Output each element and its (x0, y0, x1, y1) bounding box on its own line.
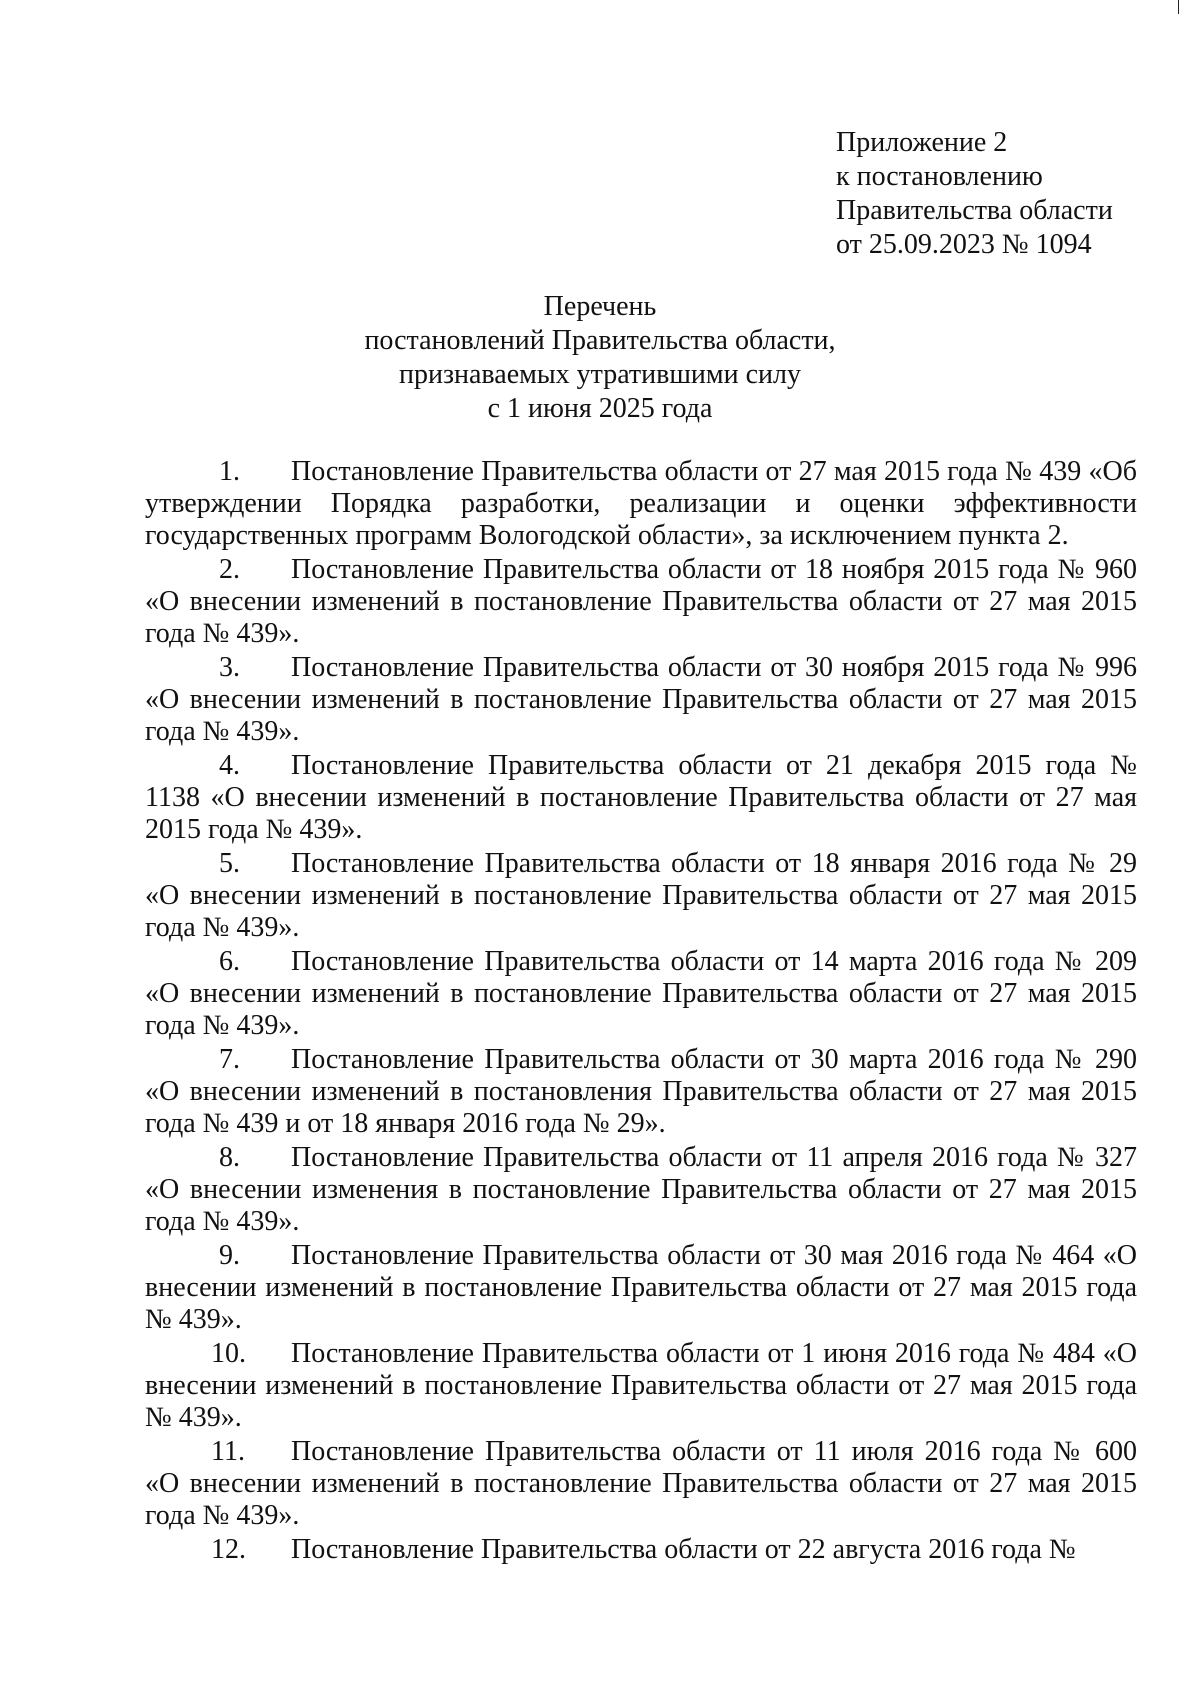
scan-mark-top-right (1178, 0, 1179, 14)
list-item (145, 750, 1137, 846)
item-text: Постановление Правительства области от 30 мая 2016 года № 464 «О внесении изменений в постановление Правительства области от 27 мая 2015 года № 439». (145, 1240, 1137, 1335)
list-item (145, 1044, 1137, 1140)
item-text: Постановление Правительства области от 30 марта 2016 года № 290 «О внесении изменений в постановления Правительства области от 27 мая 2015 года № 439 и от 18 января 2016 года № 29». (145, 1044, 1137, 1139)
resolutions-list (145, 456, 1137, 1568)
list-item (145, 1436, 1137, 1532)
appendix-block (836, 126, 1113, 262)
heading-subtitle-3: с 1 июня 2025 года (487, 393, 713, 424)
list-item (145, 1534, 1137, 1566)
list-item (145, 456, 1137, 552)
item-text: Постановление Правительства области от 14 марта 2016 года № 209 «О внесении изменений в постановление Правительства области от 27 мая 2015 года № 439». (145, 946, 1137, 1041)
heading-subtitle-1: постановлений Правительства области, (364, 325, 836, 356)
item-number: 7. (219, 1044, 240, 1075)
item-number: 12. (211, 1534, 246, 1565)
item-text: Постановление Правительства области от 21 декабря 2015 года № 1138 «О внесении изменений в постановление Правительства области от 27 мая 2015 года № 439». (145, 750, 1137, 845)
item-text: Постановление Правительства области от 11 июля 2016 года № 600 «О внесении изменений в постановление Правительства области от 27 мая 2015 года № 439». (145, 1436, 1137, 1531)
item-number: 8. (219, 1142, 240, 1173)
item-number: 11. (211, 1436, 245, 1467)
item-text: Постановление Правительства области от 1 июня 2016 года № 484 «О внесении изменений в постановление Правительства области от 27 мая 2015 года № 439». (145, 1338, 1137, 1433)
item-text: Постановление Правительства области от 22 августа 2016 года № (291, 1534, 1076, 1565)
list-item (145, 1142, 1137, 1238)
list-item (145, 554, 1137, 650)
item-number: 6. (219, 946, 240, 977)
item-text: Постановление Правительства области от 18 января 2016 года № 29 «О внесении изменений в постановление Правительства области от 27 мая 2015 года № 439». (145, 848, 1137, 943)
item-number: 4. (219, 750, 240, 781)
item-number: 3. (219, 652, 240, 683)
list-item (145, 848, 1137, 944)
document-heading (0, 290, 1200, 426)
list-item (145, 1240, 1137, 1336)
list-item (145, 652, 1137, 748)
item-number: 1. (219, 456, 240, 487)
item-text: Постановление Правительства области от 18 ноября 2015 года № 960 «О внесении изменений в постановление Правительства области от 27 мая 2015 года № 439». (145, 554, 1137, 649)
item-number: 9. (219, 1240, 240, 1271)
heading-subtitle-2: признаваемых утратившими силу (398, 359, 802, 390)
item-text: Постановление Правительства области от 30 ноября 2015 года № 996 «О внесении изменений в постановление Правительства области от 27 мая 2015 года № 439». (145, 652, 1137, 747)
appendix-date-number: от 25.09.2023 № 1094 (836, 229, 1092, 260)
item-number: 5. (219, 848, 240, 879)
list-item (145, 946, 1137, 1042)
appendix-reference: к постановлению (836, 161, 1043, 192)
appendix-authority: Правительства области (836, 195, 1113, 226)
list-item (145, 1338, 1137, 1434)
item-number: 2. (219, 554, 240, 585)
item-text: Постановление Правительства области от 11 апреля 2016 года № 327 «О внесении изменения в постановление Правительства области от 27 мая 2015 года № 439». (145, 1142, 1137, 1237)
heading-title: Перечень (543, 291, 657, 322)
item-number: 10. (211, 1338, 246, 1369)
item-text: Постановление Правительства области от 27 мая 2015 года № 439 «Об утверждении Порядка разработки, реализации и оценки эффективности государственных программ Вологодской области», за исключением пункта 2. (145, 456, 1137, 551)
appendix-title: Приложение 2 (836, 127, 1008, 158)
